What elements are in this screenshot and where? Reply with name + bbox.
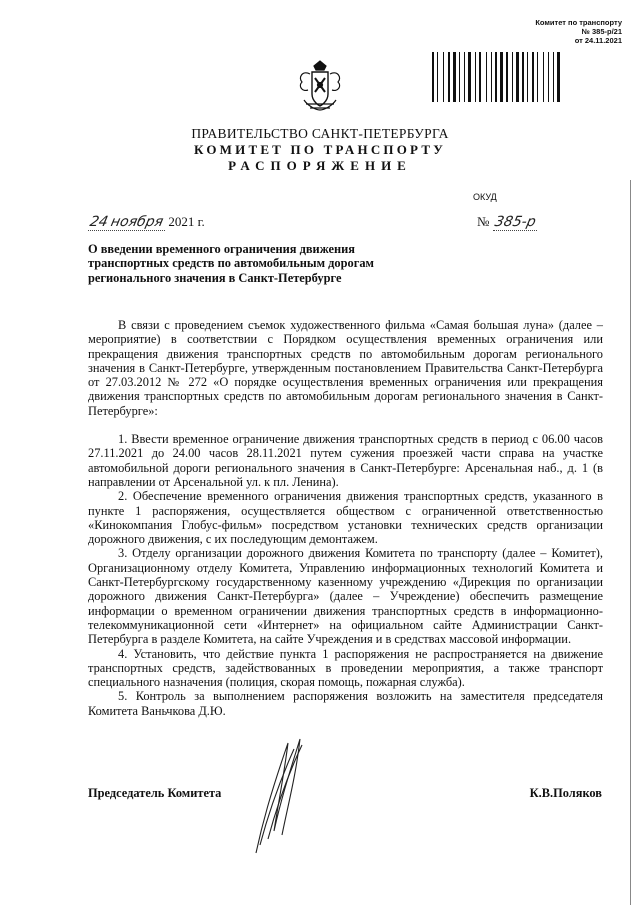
registration-stamp [432, 18, 622, 45]
date-day: 24 [88, 214, 110, 230]
paragraph-1: 1. Ввести временное ограничение движения транспортных средств в период с 06.00 часов 27.11.2021 до 24.00 часов 28.11.2021 путем сужения проезжей части справа на участке автомобильной дороги регионального значения в Санкт-Петербурге: Арсенальная наб., д. 1 (в направлении от Арсенальной ул. к пл. Ленина). [88, 432, 603, 489]
paragraph-5: 5. Контроль за выполнением распоряжения возложить на заместителя председателя Комитета Ваньчкова Д.Ю. [88, 689, 603, 718]
stamp-line-1: Комитет по транспорту [535, 18, 622, 27]
scan-edge-line [630, 180, 631, 905]
date-year: 2021 г. [168, 214, 205, 229]
paragraph-4: 4. Установить, что действие пункта 1 распоряжения не распространяется на движение транспортных средств, задействованных в проведении мероприятия, а также транспорт специального назначения (полиция, скорая помощь, пожарная служба). [88, 646, 603, 690]
coat-of-arms-emblem-icon [296, 60, 344, 116]
stamp-line-3: от 24.11.2021 [574, 36, 622, 45]
date-handwritten [88, 214, 165, 231]
stamp-line-2: № 385-р/21 [581, 27, 622, 36]
document-type-title: РАСПОРЯЖЕНИЕ [228, 158, 412, 173]
signature-name: К.В.Поляков [529, 786, 602, 800]
okud-label: ОКУД [473, 192, 497, 202]
committee-title: КОМИТЕТ ПО ТРАНСПОРТУ [194, 142, 446, 157]
date-month: ноября [109, 214, 165, 230]
number-handwritten: 385-р [492, 214, 538, 230]
government-title: ПРАВИТЕЛЬСТВО САНКТ-ПЕТЕРБУРГА [191, 126, 449, 141]
number-prefix: № [477, 214, 490, 229]
paragraph-3: 3. Отделу организации дорожного движения Комитета по транспорту (далее – Комитет), Организационному отделу Комитета, Управлению информационных технологий Комитета и Санкт-Петербургскому государственному казенному учреждению «Дирекция по организации дорожного движения Санкт-Петербурга» (далее – Учреждение) обеспечить размещение информации о временном ограничении движения транспортных средств в информационно-телекоммуникационной сети «Интернет» на официальном сайте Администрации Санкт-Петербурга в разделе Комитета, на сайте Учреждения и в средствах массовой информации. [88, 546, 603, 647]
document-date [88, 214, 205, 231]
paragraph-2: 2. Обеспечение временного ограничения движения транспортных средств, указанного в пункте 1 распоряжения, осуществляется обществом с ограниченной ответственностью «Кинокомпания Глобус-фильм» посредством установки технических средств организации дорожного движения, с их последующим демонтажем. [88, 489, 603, 547]
document-subject: О введении временного ограничения движения транспортных средств по автомобильным дорогам регионального значения в Санкт-Петербурге [88, 242, 374, 285]
document-body [88, 318, 603, 718]
document-number [477, 214, 537, 231]
barcode-icon [432, 52, 622, 102]
handwritten-signature-icon [248, 735, 308, 855]
signature-position: Председатель Комитета [88, 786, 222, 800]
paragraph-intro: В связи с проведением съемок художественного фильма «Самая большая луна» (далее – мероприятие) в соответствии с Порядком осуществления временных ограничения или прекращения движения транспортных средств по автомобильным дорогам регионального значения в Санкт-Петербурге, утвержденным постановлением Правительства Санкт-Петербурга от 27.03.2012 № 272 «О порядке осуществления временных ограничения или прекращения движения транспортных средств по автомобильным дорогам регионального значения в Санкт-Петербурге»: [88, 318, 603, 418]
number-handwritten-line [493, 214, 538, 231]
